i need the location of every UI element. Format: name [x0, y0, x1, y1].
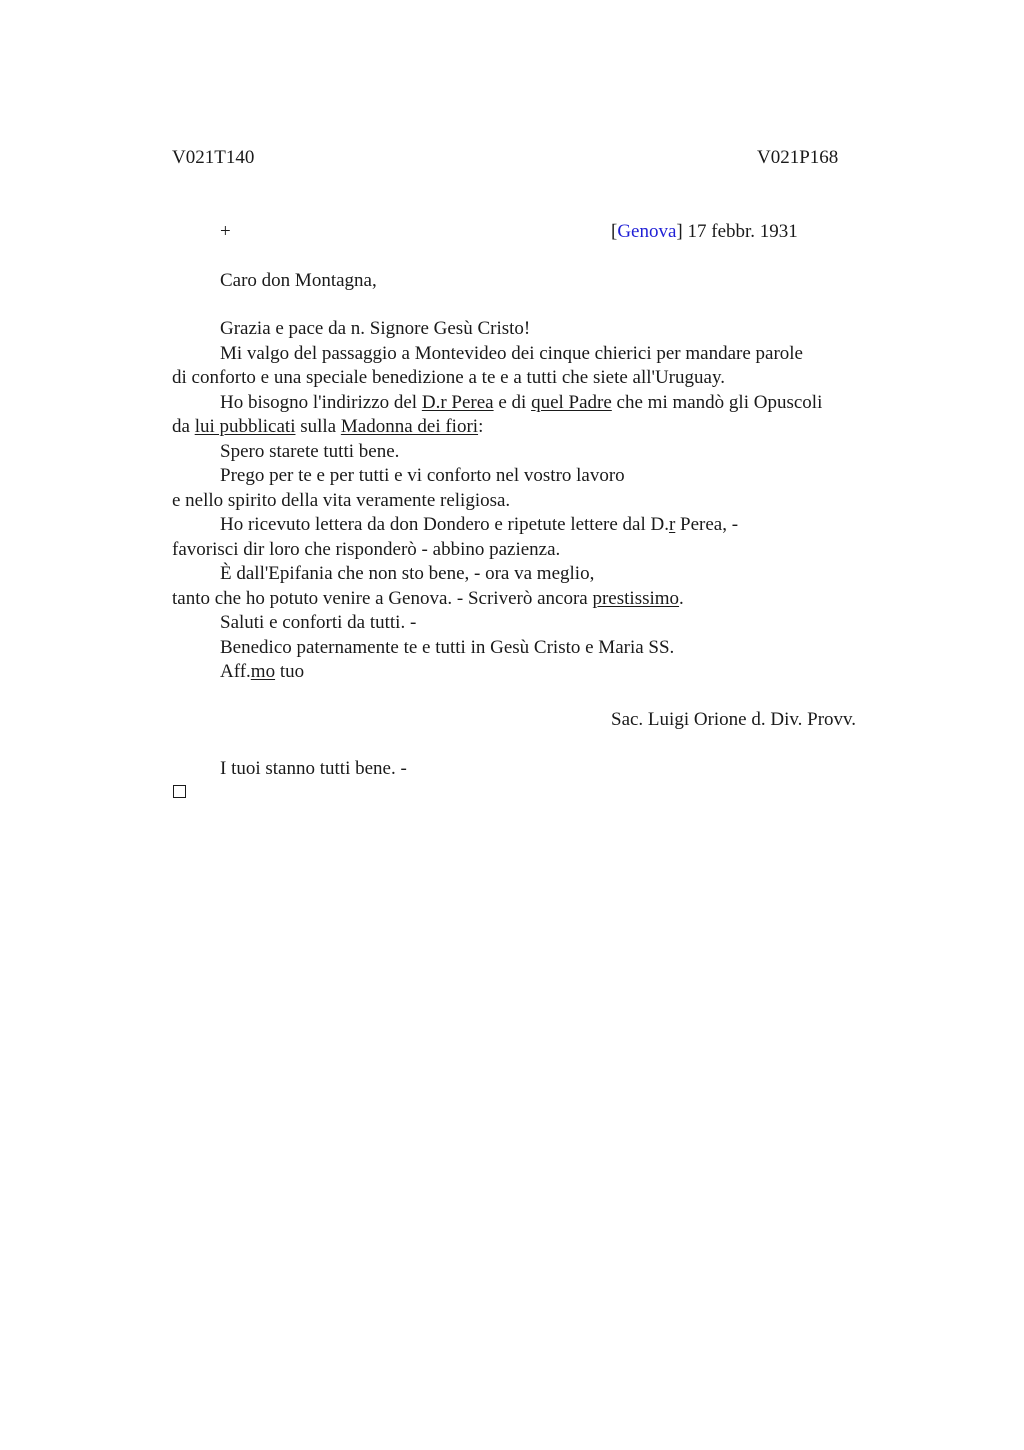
body-line-13: Saluti e conforti da tutti. - — [220, 612, 417, 633]
text-segment: sulla — [295, 416, 341, 437]
body-line-11: È dall'Epifania che non sto bene, - ora va meglio, — [220, 563, 595, 584]
underlined-superscript-mo: mo — [250, 661, 276, 682]
body-line-8: e nello spirito della vita veramente religiosa. — [172, 490, 511, 511]
page-code-right: V021P168 — [757, 147, 839, 168]
text-segment: tuo — [275, 661, 305, 682]
underlined-prestissimo: prestissimo — [592, 588, 680, 609]
text-segment: che mi mandò gli Opuscoli — [611, 392, 823, 413]
body-line-1: Grazia e pace da n. Signore Gesù Cristo! — [220, 318, 531, 339]
end-marker-square-icon — [173, 785, 186, 798]
text-segment: Aff. — [220, 661, 251, 682]
text-segment: : — [478, 416, 484, 437]
body-line-4 — [220, 391, 822, 415]
text-segment: . — [679, 588, 684, 609]
body-line-10: favorisci dir loro che risponderò - abbino pazienza. — [172, 539, 561, 560]
closing-line — [220, 660, 304, 684]
text-segment: tanto che ho potuto venire a Genova. - Scriverò ancora — [172, 588, 593, 609]
letter-date: 17 febbr. 1931 — [682, 221, 798, 242]
underlined-name-perea: D.r Perea — [421, 392, 494, 413]
text-segment: e di — [493, 392, 532, 413]
text-segment: Ho bisogno l'indirizzo del — [220, 392, 422, 413]
text-segment: Perea, - — [675, 514, 739, 535]
body-line-12 — [172, 587, 684, 611]
body-line-7: Prego per te e per tutti e vi conforto nel vostro lavoro — [220, 465, 625, 486]
bracket-open: [ — [611, 221, 618, 242]
bracket-close: ] — [676, 221, 683, 242]
cross-symbol: + — [220, 221, 231, 242]
underlined-lui-pubblicati: lui pubblicati — [194, 416, 296, 437]
body-line-9 — [220, 513, 738, 537]
text-segment: da — [172, 416, 195, 437]
salutation: Caro don Montagna, — [220, 270, 377, 291]
body-line-6: Spero starete tutti bene. — [220, 441, 400, 462]
body-line-2: Mi valgo del passaggio a Montevideo dei cinque chierici per mandare parole — [220, 343, 803, 364]
postscript: I tuoi stanno tutti bene. - — [220, 758, 407, 779]
letter-dateline — [611, 221, 798, 243]
signature: Sac. Luigi Orione d. Div. Provv. — [611, 709, 857, 730]
underlined-madonna-dei-fiori: Madonna dei fiori — [340, 416, 479, 437]
underlined-abbrev-r: r — [668, 514, 676, 535]
body-line-14: Benedico paternamente te e tutti in Gesù Cristo e Maria SS. — [220, 637, 675, 658]
body-line-3: di conforto e una speciale benedizione a te e a tutti che siete all'Uruguay. — [172, 367, 725, 388]
body-line-5 — [172, 415, 483, 439]
underlined-quel-padre: quel Padre — [531, 392, 612, 413]
document-code-left: V021T140 — [172, 147, 255, 168]
place-name: Genova — [617, 221, 677, 242]
text-segment: Ho ricevuto lettera da don Dondero e ripetute lettere dal D. — [220, 514, 669, 535]
